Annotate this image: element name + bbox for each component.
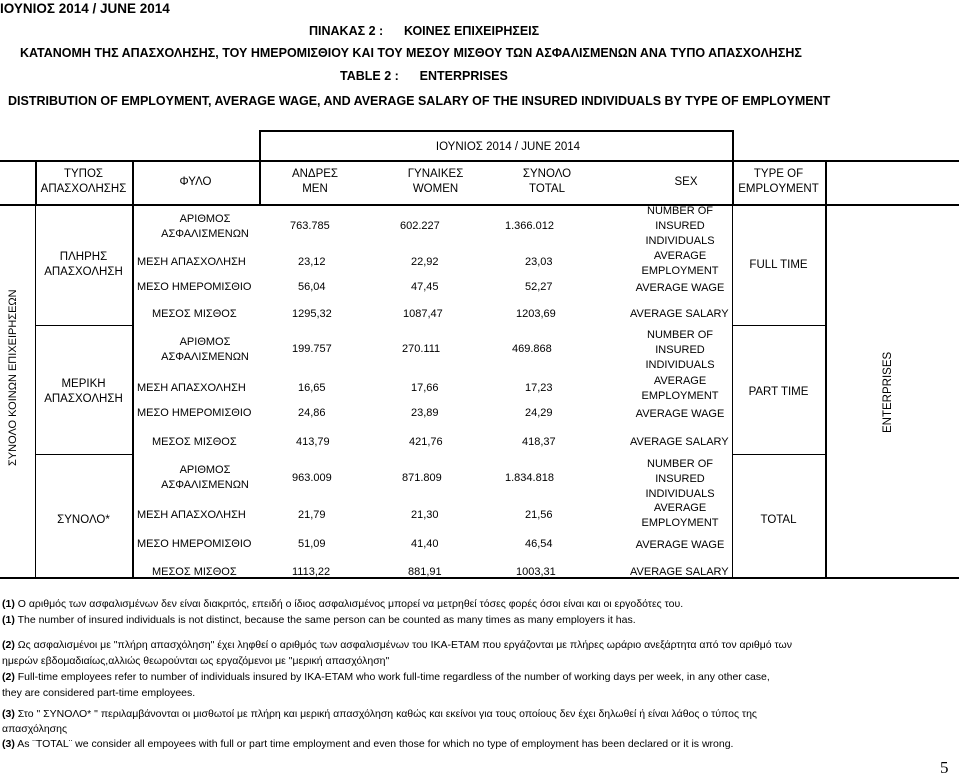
row-label: ΜΕΣΟ ΗΜΕΡΟΜΙΣΘΙΟ xyxy=(137,281,252,293)
cell-total: 1.366.012 xyxy=(505,220,554,232)
footnote-2-english-line-1: (2) Full-time employees refer to number of individuals insured by IKA-ETAM who work full-time regardless of the number of working days per week, in any other case, xyxy=(2,671,770,683)
side-label-english: ENTERPRISES xyxy=(882,351,894,433)
cell-men: 1295,32 xyxy=(292,308,332,320)
side-label-greek: ΣΥΝΟΛΟ ΚΟΙΝΩΝ ΕΠΙΧΕΙΡΗΣΕΩΝ xyxy=(7,289,19,466)
row-label-english: AVERAGE SALARY xyxy=(630,566,729,578)
cell-women: 1087,47 xyxy=(403,308,443,320)
cell-women: 21,30 xyxy=(411,509,439,521)
cell-total: 24,29 xyxy=(525,407,553,419)
row-label: ΑΡΙΘΜΟΣ ΑΣΦΑΛΙΣΜΕΝΩΝ xyxy=(161,464,249,491)
group-type-greek: ΠΛΗΡΗΣ ΑΠΑΣΧΟΛΗΣΗ xyxy=(44,251,123,278)
row-label: ΜΕΣΗ ΑΠΑΣΧΟΛΗΣΗ xyxy=(137,509,246,521)
footnote-3-english: (3) As ¨TOTAL¨ we consider all empoyees with full or part time employment and even those for which no type of employment has been declared or it is wrong. xyxy=(2,738,734,750)
group-type-english: FULL TIME xyxy=(749,259,808,271)
row-label: ΜΕΣΗ ΑΠΑΣΧΟΛΗΣΗ xyxy=(137,256,246,268)
row-label: ΜΕΣΟΣ ΜΙΣΘΟΣ xyxy=(152,436,237,448)
cell-total: 46,54 xyxy=(525,538,553,550)
row-label: ΜΕΣΟΣ ΜΙΣΘΟΣ xyxy=(152,308,237,320)
cell-men: 763.785 xyxy=(290,220,330,232)
cell-women: 22,92 xyxy=(411,256,439,268)
cell-men: 56,04 xyxy=(298,281,326,293)
document-date-title: ΙΟΥΝΙΟΣ 2014 / JUNE 2014 xyxy=(0,1,170,16)
header-type-english: TYPE OF EMPLOYMENT xyxy=(738,168,819,195)
row-label-english: AVERAGE SALARY xyxy=(630,436,729,448)
cell-women: 270.111 xyxy=(402,343,441,355)
header-period: ΙΟΥΝΙΟΣ 2014 / JUNE 2014 xyxy=(435,141,581,153)
header-sex-english: SEX xyxy=(674,176,698,188)
row-label-english: NUMBER OF INSURED INDIVIDUALS xyxy=(645,329,715,371)
cell-men: 963.009 xyxy=(292,472,332,484)
cell-women: 871.809 xyxy=(402,472,442,484)
row-label: ΜΕΣΟ ΗΜΕΡΟΜΙΣΘΙΟ xyxy=(137,407,252,419)
row-label-english: AVERAGE WAGE xyxy=(635,539,725,551)
group-type-greek: ΜΕΡΙΚΗ ΑΠΑΣΧΟΛΗΣΗ xyxy=(44,378,123,405)
row-label: ΜΕΣΗ ΑΠΑΣΧΟΛΗΣΗ xyxy=(137,382,246,394)
cell-men: 21,79 xyxy=(298,509,326,521)
header-total: ΣΥΝΟΛΟ TOTAL xyxy=(522,168,572,195)
group-type-greek: ΣΥΝΟΛΟ* xyxy=(57,514,110,526)
header-type-greek: ΤΥΠΟΣ ΑΠΑΣΧΟΛΗΣΗΣ xyxy=(40,168,127,195)
row-label: ΜΕΣΟΣ ΜΙΣΘΟΣ xyxy=(152,566,237,578)
cell-total: 418,37 xyxy=(522,436,556,448)
table-title-english: TABLE 2 : ENTERPRISES xyxy=(340,69,508,83)
table-title-greek: ΠΙΝΑΚΑΣ 2 : ΚΟΙΝΕΣ ΕΠΙΧΕΙΡΗΣΕΙΣ xyxy=(309,24,540,38)
row-label-english: AVERAGE EMPLOYMENT xyxy=(641,250,719,277)
footnote-1-english: (1) The number of insured individuals is not distinct, because the same person can be counted as many times as many employers it has. xyxy=(2,614,636,626)
footnote-3-greek-line-1: (3) Στο " ΣΥΝΟΛΟ* " περιλαμβάνονται οι μισθωτοί με πλήρη και μερική απασχόληση καθώς και εκείνοι για τους οποίους δεν έχει δηλωθεί ή είναι λάθος ο τύπος της xyxy=(2,708,757,720)
cell-men: 1113,22 xyxy=(292,566,331,578)
subtitle-english: DISTRIBUTION OF EMPLOYMENT, AVERAGE WAGE, AND AVERAGE SALARY OF THE INSURED INDIVIDUALS BY TYPE OF EMPLOYMENT xyxy=(8,94,831,108)
cell-total: 17,23 xyxy=(525,382,553,394)
cell-women: 47,45 xyxy=(411,281,439,293)
cell-total: 23,03 xyxy=(525,256,553,268)
row-label: ΑΡΙΘΜΟΣ ΑΣΦΑΛΙΣΜΕΝΩΝ xyxy=(161,213,249,240)
cell-men: 23,12 xyxy=(298,256,326,268)
cell-men: 199.757 xyxy=(292,343,332,355)
row-label-english: NUMBER OF INSURED INDIVIDUALS xyxy=(645,458,715,500)
group-type-english: PART TIME xyxy=(748,386,809,398)
cell-women: 17,66 xyxy=(411,382,439,394)
cell-men: 413,79 xyxy=(296,436,330,448)
footnote-2-english-line-2: they are considered part-time employees. xyxy=(2,687,196,699)
cell-women: 881,91 xyxy=(408,566,442,578)
cell-women: 602.227 xyxy=(400,220,440,232)
row-label: ΜΕΣΟ ΗΜΕΡΟΜΙΣΘΙΟ xyxy=(137,538,252,550)
cell-total: 21,56 xyxy=(525,509,553,521)
cell-men: 16,65 xyxy=(298,382,326,394)
header-men: ΑΝΔΡΕΣ MEN xyxy=(291,168,339,195)
cell-men: 51,09 xyxy=(298,538,326,550)
cell-women: 421,76 xyxy=(409,436,443,448)
footnote-3-greek-line-2: απασχόλησης xyxy=(2,723,68,735)
page-number: 5 xyxy=(940,758,949,777)
footnote-2-greek-line-1: (2) Ως ασφαλισμένοι με "πλήρη απασχόληση" έχει ληφθεί ο αριθμός των ασφαλισμένων του ΙΚΑ-ΕΤΑΜ που εργάζονται με πλήρες ωράριο ανεξάρτητα από τον αριθμό των xyxy=(2,639,792,651)
footnote-2-greek-line-2: ημερών εβδομαδιαίως,αλλιώς θεωρούνται ως εργαζόμενοι με "μερική απασχόληση" xyxy=(2,655,390,667)
row-label-english: AVERAGE WAGE xyxy=(635,408,725,420)
row-label: ΑΡΙΘΜΟΣ ΑΣΦΑΛΙΣΜΕΝΩΝ xyxy=(161,336,249,363)
cell-total: 1.834.818 xyxy=(505,472,554,484)
cell-total: 1203,69 xyxy=(516,308,556,320)
header-sex-greek: ΦΥΛΟ xyxy=(179,176,212,188)
cell-total: 469.868 xyxy=(512,343,552,355)
row-label-english: AVERAGE EMPLOYMENT xyxy=(641,375,719,402)
header-women: ΓΥΝΑΙΚΕΣ WOMEN xyxy=(407,168,464,195)
cell-women: 41,40 xyxy=(411,538,439,550)
row-label-english: NUMBER OF INSURED INDIVIDUALS xyxy=(645,205,715,247)
cell-women: 23,89 xyxy=(411,407,439,419)
row-label-english: AVERAGE SALARY xyxy=(630,308,729,320)
row-label-english: AVERAGE WAGE xyxy=(635,282,725,294)
cell-total: 1003,31 xyxy=(516,566,556,578)
cell-men: 24,86 xyxy=(298,407,326,419)
footnote-1-greek: (1) Ο αριθμός των ασφαλισμένων δεν είναι διακριτός, επειδή ο ίδιος ασφαλισμένος μπορεί να μετρηθεί τόσες φορές όσοι είναι και οι εργοδότες του. xyxy=(2,598,684,610)
subtitle-greek: ΚΑΤΑΝΟΜΗ ΤΗΣ ΑΠΑΣΧΟΛΗΣΗΣ, ΤΟΥ ΗΜΕΡΟΜΙΣΘΙΟΥ ΚΑΙ ΤΟΥ ΜΕΣΟΥ ΜΙΣΘΟΥ ΤΩΝ ΑΣΦΑΛΙΣΜΕΝΩΝ ΑΝΑ ΤΥΠΟ ΑΠΑΣΧΟΛΗΣΗΣ xyxy=(20,46,802,60)
row-label-english: AVERAGE EMPLOYMENT xyxy=(641,502,719,529)
group-type-english: TOTAL xyxy=(760,514,797,526)
cell-total: 52,27 xyxy=(525,281,553,293)
